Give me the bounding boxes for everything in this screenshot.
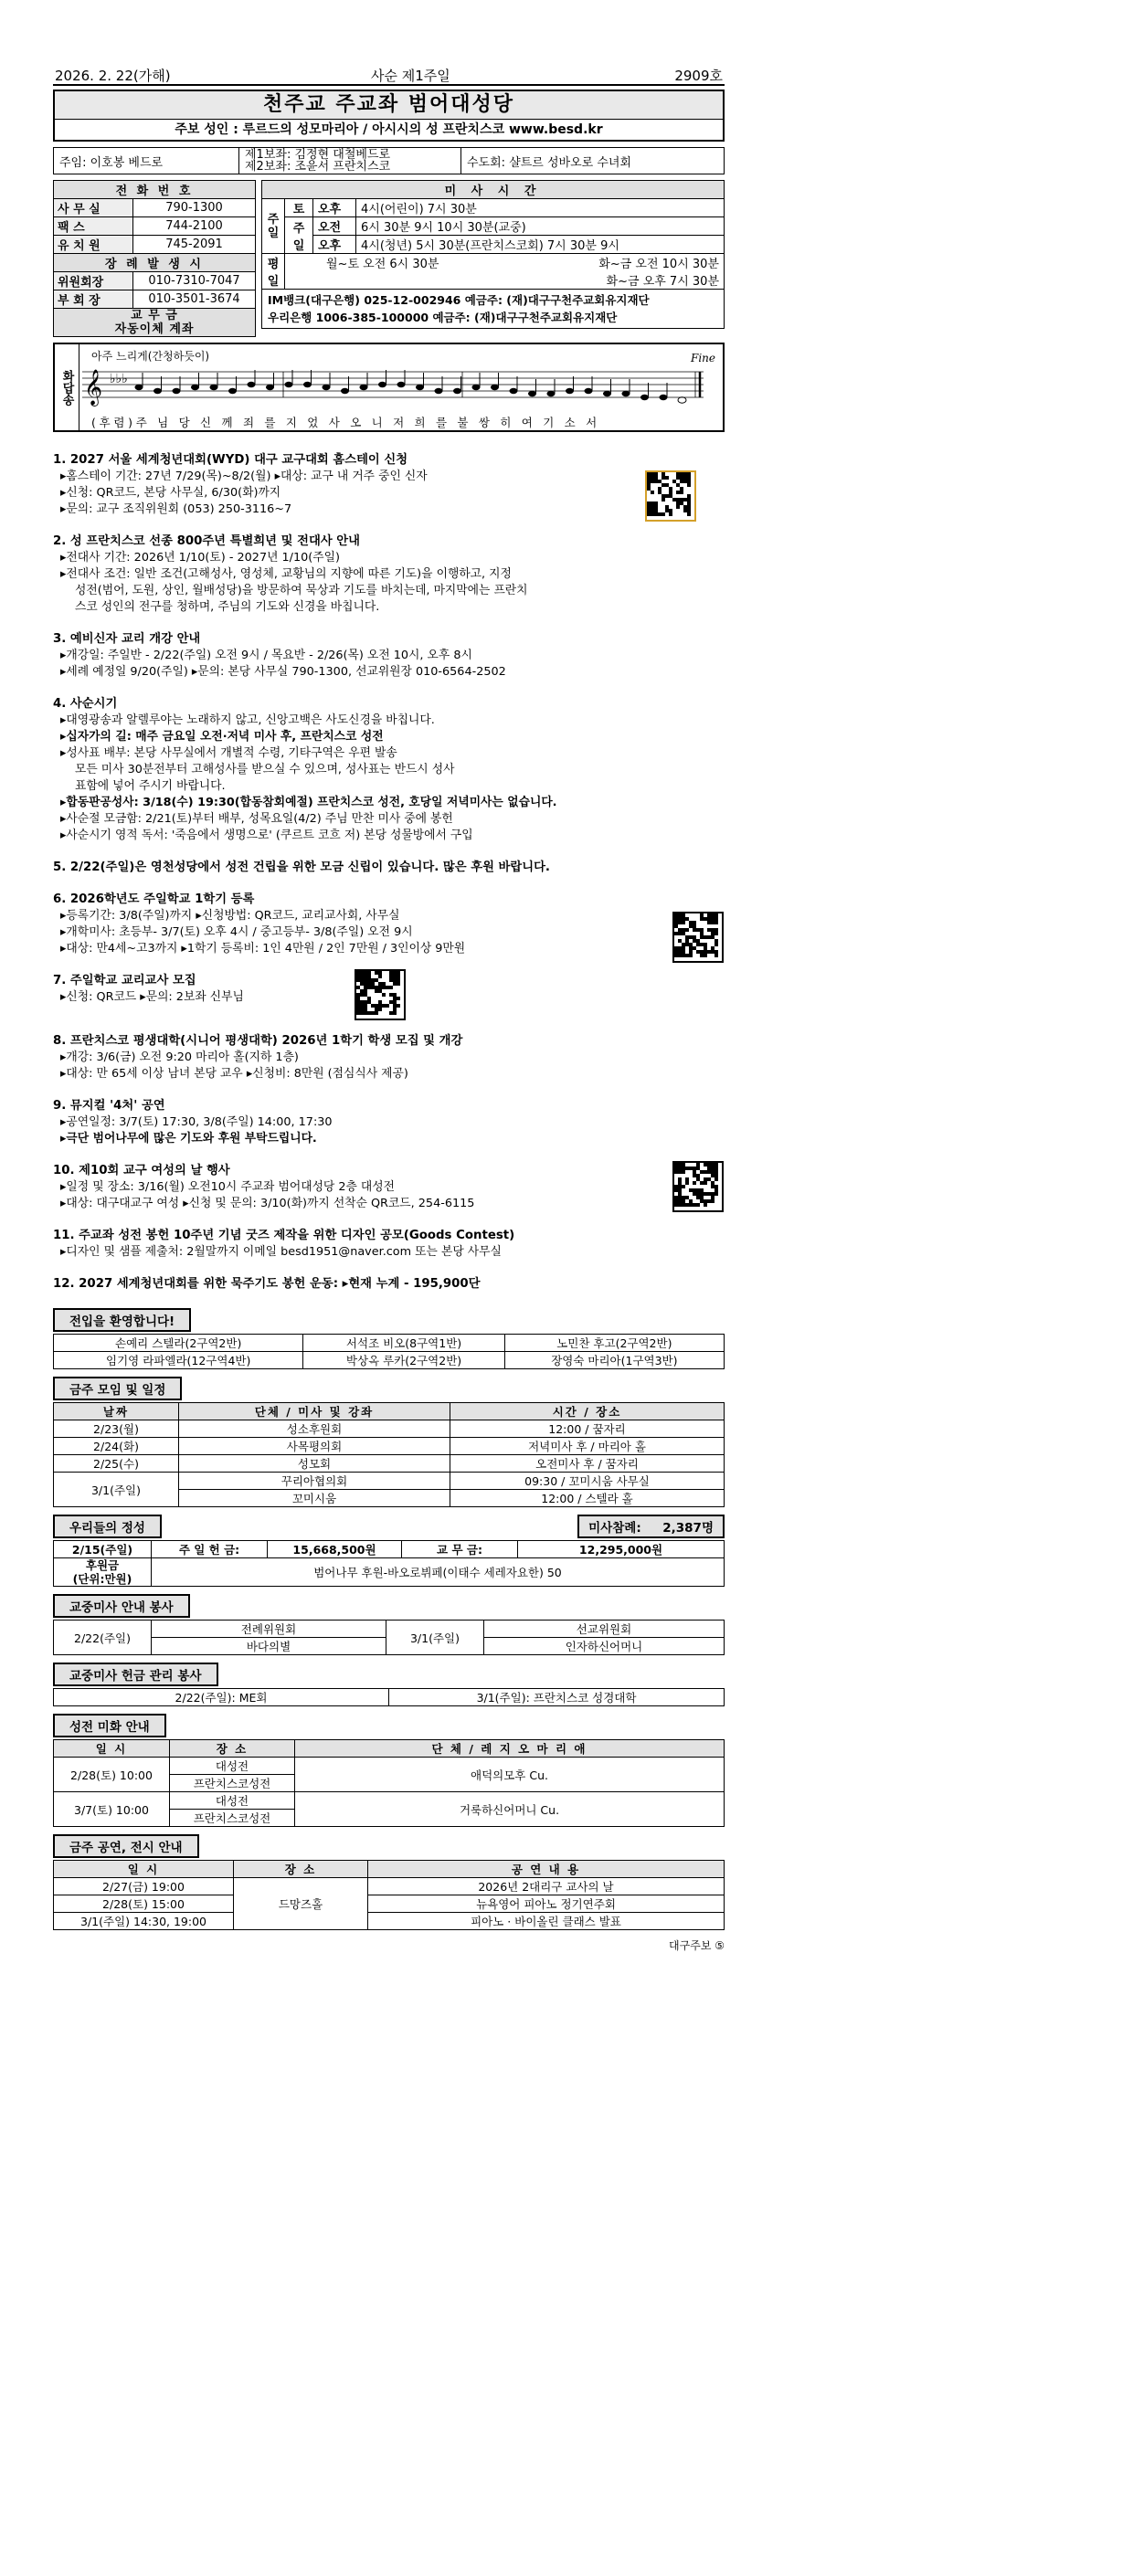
collection-section: [53, 1663, 725, 1706]
phone-label: 사 무 실: [54, 199, 133, 217]
news-item: [53, 892, 725, 957]
phone-header: 전 화 번 호: [54, 181, 256, 199]
phone-label: 팩 스: [54, 217, 133, 236]
music-note: [453, 388, 461, 394]
phone-number: 744-2100: [133, 217, 256, 236]
meeting-date: 2/23(월): [54, 1420, 179, 1438]
donation-subtitle: 자동이체 계좌: [114, 322, 195, 336]
news-line: ▸개학미사: 초등부- 3/7(토) 오후 4시 / 중고등부- 3/8(주일) 오전 9시: [60, 925, 413, 939]
support-label: 후원금: [85, 1558, 120, 1572]
welcome-title: 전입을 환영합니다!: [53, 1308, 191, 1332]
music-note: [303, 382, 312, 387]
event-title: 뉴욕영어 피아노 정기연주회: [368, 1895, 725, 1913]
news-heading: 10. 제10회 교구 여성의 날 행사: [53, 1164, 230, 1177]
column-header: 장 소: [234, 1861, 368, 1878]
meetings-table: [53, 1402, 725, 1507]
support-label-cell: [54, 1558, 152, 1587]
column-header: 일 시: [54, 1740, 170, 1758]
psalm-label: 화답송: [55, 344, 79, 430]
guide-group: 인자하신어머니: [484, 1638, 725, 1655]
music-note: [547, 391, 556, 396]
attendance-box: [577, 1515, 725, 1538]
mass-ampm: 오후: [313, 199, 356, 217]
news-heading: 5. 2/22(주일)은 영천성당에서 성전 건립을 위한 모금 신립이 있습니다. 많은 후원 바랍니다.: [53, 860, 550, 874]
phone-label: 유 치 원: [54, 236, 133, 254]
events-title: 금주 공연, 전시 안내: [53, 1834, 199, 1858]
collection-duty: 2/22(주일): ME회: [54, 1689, 389, 1706]
meeting-place: 오전미사 후 / 꿈자리: [450, 1455, 725, 1473]
support-unit: (단위:만원): [72, 1572, 132, 1586]
news-line: 모든 미사 30분전부터 고해성사를 받으실 수 있으며, 성사표는 반드시 성사: [75, 763, 455, 776]
vice-pastor-2: 제2보좌: 조윤서 프란치스코: [245, 160, 391, 174]
news-heading: 9. 뮤지컬 '4처' 공연: [53, 1099, 165, 1113]
collection-table: [53, 1688, 725, 1706]
news-item: [53, 533, 725, 616]
column-header: 단체 / 미사 및 강좌: [179, 1403, 450, 1420]
mass-schedule: [261, 180, 725, 337]
events-table: [53, 1860, 725, 1930]
fine-marking: Fine: [691, 352, 715, 364]
news-line: ▸전대사 조건: 일반 조건(고해성사, 영성체, 교황님의 지향에 따른 기도)을 이행하고, 지정: [60, 567, 512, 581]
tempo-marking: 아주 느리게(간청하듯이): [91, 350, 210, 363]
mass-guide-title: 교중미사 안내 봉사: [53, 1594, 190, 1618]
mass-guide-table: [53, 1620, 725, 1655]
news-line: ▸대상: 만 65세 이상 남녀 본당 교우 ▸신청비: 8만원 (점심식사 제공): [60, 1067, 408, 1081]
column-header: 일 시: [54, 1861, 234, 1878]
cleaning-group: 애덕의모후 Cu.: [295, 1758, 725, 1792]
music-note: [323, 385, 331, 390]
music-note: [435, 388, 443, 394]
news-line: ▸전대사 기간: 2026년 1/10(토) - 2027년 1/10(주일): [60, 551, 340, 565]
news-line: ▸사순절 모금함: 2/21(토)부터 배부, 성목요일(4/2) 주님 만찬 미사 중에 봉헌: [60, 812, 453, 826]
funeral-label: 부 회 장: [54, 290, 133, 309]
news-item: [53, 860, 725, 876]
guide-group: 선교위원회: [484, 1621, 725, 1638]
guide-date: 3/1(주일): [386, 1621, 484, 1655]
mass-times: 4시(청년) 5시 30분(프란치스코회) 7시 30분 9시: [356, 236, 725, 254]
music-note: [153, 388, 162, 394]
music-note: [566, 388, 574, 394]
meeting-date: 2/25(수): [54, 1455, 179, 1473]
column-header: 단 체 / 레 지 오 마 리 애: [295, 1740, 725, 1758]
donation-cell: [54, 309, 256, 337]
music-note: [173, 388, 181, 394]
meeting-group: 꼬미시움: [179, 1490, 450, 1507]
music-note: [135, 385, 143, 390]
weekday-pm: 화~금 오후 7시 30분: [606, 275, 719, 289]
news-item: [53, 973, 725, 1006]
event-date: 3/1(주일) 14:30, 19:00: [54, 1913, 234, 1930]
bank-accounts: [261, 290, 725, 329]
cleaning-place: 프란치스코성전: [170, 1775, 295, 1792]
news-item: [53, 1098, 725, 1147]
music-note: [210, 385, 218, 390]
new-member: 장영숙 마리아(1구역3반): [504, 1352, 724, 1369]
news-heading: 3. 예비신자 교리 개강 안내: [53, 632, 201, 646]
events-section: [53, 1834, 725, 1930]
column-header: 날짜: [54, 1403, 179, 1420]
event-date: 2/28(토) 15:00: [54, 1895, 234, 1913]
news-line: ▸신청: QR코드 ▸문의: 2보좌 신부님: [60, 990, 244, 1004]
cleaning-date: 2/28(토) 10:00: [54, 1758, 170, 1792]
meeting-group: 꾸리아협의회: [179, 1473, 450, 1490]
music-note: [266, 385, 274, 390]
meeting-place: 12:00 / 스텔라 홀: [450, 1490, 725, 1507]
phone-number: 745-2091: [133, 236, 256, 254]
news-heading: 6. 2026학년도 주일학교 1학기 등록: [53, 892, 255, 906]
cleaning-section: [53, 1714, 725, 1827]
qr-code-icon[interactable]: [645, 470, 696, 522]
meeting-place: 저녁미사 후 / 마리아 홀: [450, 1438, 725, 1455]
news-item: [53, 1163, 725, 1212]
cleaning-table: [53, 1739, 725, 1827]
collection-duty: 3/1(주일): 프란치스코 성경대학: [389, 1689, 725, 1706]
music-note: [191, 385, 199, 390]
support-detail: 범어나무 후원-바오로뷔페(이태수 세레자요한) 50: [152, 1558, 725, 1587]
news-heading: 2. 성 프란치스코 선종 800주년 특별희년 및 전대사 안내: [53, 534, 360, 548]
cleaning-place: 프란치스코성전: [170, 1810, 295, 1827]
music-note: [360, 385, 368, 390]
news-line: ▸대상: 대구대교구 여성 ▸신청 및 문의: 3/10(화)까지 선착순 QR코드, 254-6115: [60, 1197, 475, 1210]
music-note: [378, 382, 386, 387]
meeting-group: 성소후원회: [179, 1420, 450, 1438]
clergy-row: [53, 147, 725, 174]
svg-text:𝄞: 𝄞: [84, 369, 103, 406]
funeral-header: 장 례 발 생 시: [54, 254, 256, 272]
info-block: [53, 180, 725, 337]
column-header: 시간 / 장소: [450, 1403, 725, 1420]
music-note: [285, 382, 293, 387]
qr-code-icon[interactable]: [672, 1161, 724, 1212]
event-title: 피아노 · 바이올린 클래스 발표: [368, 1913, 725, 1930]
vice-pastor-1: 제1보좌: 김정현 대철베드로: [245, 148, 391, 162]
meetings-title: 금주 모임 및 일정: [53, 1377, 182, 1400]
guide-group: 전례위원회: [152, 1621, 386, 1638]
news-line: 스코 성인의 전구를 청하며, 주님의 기도와 신경을 바칩니다.: [75, 600, 380, 614]
music-note: [585, 388, 593, 394]
news-line: ▸신청: QR코드, 본당 사무실, 6/30(화)까지: [60, 486, 281, 500]
welcome-section: [53, 1308, 725, 1369]
news-heading: 4. 사순시기: [53, 697, 118, 711]
bank-line-2: 우리은행 1006-385-100000 예금주: (재)대구구천주교회유지재단: [268, 311, 618, 324]
patron-saints: 주보 성인 : 루르드의 성모마리아 / 아시시의 성 프란치스코 www.besd.kr: [175, 122, 603, 137]
news-item: [53, 631, 725, 681]
news-line: ▸사순시기 영적 독서: '죽음에서 생명으로' (쿠르트 코흐 저) 본당 성물방에서 구입: [60, 829, 473, 842]
music-note: [528, 391, 536, 396]
news-item: [53, 1033, 725, 1082]
new-member: 노민찬 후고(2구역2반): [504, 1335, 724, 1352]
news-heading: 11. 주교좌 성전 봉헌 10주년 기념 굿즈 제작을 위한 디자인 공모(Goods Contest): [53, 1229, 515, 1242]
news-item: [53, 452, 725, 518]
offering-date: 2/15(주일): [54, 1541, 152, 1558]
sunday-offering-amount: 15,668,500원: [268, 1541, 402, 1558]
funeral-label: 위원회장: [54, 272, 133, 290]
news-line: ▸공연일정: 3/7(토) 17:30, 3/8(주일) 14:00, 17:30: [60, 1115, 333, 1129]
news-heading: 12. 2027 세계청년대회를 위한 묵주기도 봉헌 운동: ▸현재 누계 - 195,900단: [53, 1277, 481, 1291]
sunday-offering-label: 주 일 헌 금:: [152, 1541, 268, 1558]
mass-day: 토: [285, 199, 313, 217]
new-member: 임기영 라파엘라(12구역4반): [54, 1352, 303, 1369]
news-heading: 1. 2027 서울 세계청년대회(WYD) 대구 교구대회 홈스테이 신청: [53, 453, 408, 467]
news-line: ▸디자인 및 샘플 제출처: 2월말까지 이메일 besd1951@naver.com 또는 본당 사무실: [60, 1245, 502, 1259]
news-line: ▸개강: 3/6(금) 오전 9:20 마리아 홀(지하 1층): [60, 1050, 299, 1064]
qr-code-icon[interactable]: [355, 969, 406, 1020]
mass-header: 미 사 시 간: [262, 181, 725, 199]
donation-title: 교 무 금: [131, 309, 178, 322]
meeting-date: 3/1(주일): [54, 1473, 179, 1507]
mass-ampm: 오후: [313, 236, 356, 254]
news-line: ▸십자가의 길: 매주 금요일 오전·저녁 미사 후, 프란치스코 성전: [60, 730, 384, 744]
sunday-label: 주일: [262, 199, 285, 254]
news-line: 성전(범어, 도원, 상인, 월배성당)을 방문하여 묵상과 기도를 바치는데, 마지막에는 프란치: [75, 584, 528, 597]
news-line: ▸대영광송과 알렐루야는 노래하지 않고, 신앙고백은 사도신경을 바칩니다.: [60, 713, 435, 727]
news-line: ▸등록기간: 3/8(주일)까지 ▸신청방법: QR코드, 교리교사회, 사무실: [60, 909, 400, 923]
weekday-am: 화~금 오전 10시 30분: [598, 258, 719, 271]
music-note: [341, 388, 349, 394]
offering-title: 우리들의 정성: [53, 1515, 162, 1538]
column-header: 공 연 내 용: [368, 1861, 725, 1878]
religious-order: 수도회: 샬트르 성바오로 수녀회: [467, 155, 632, 170]
meetings-section: [53, 1377, 725, 1507]
news-line: ▸합동판공성사: 3/18(수) 19:30(합동참회예절) 프란치스코 성전, 호당일 저녁미사는 없습니다.: [60, 796, 557, 809]
news-line: ▸대상: 만4세~고3까지 ▸1학기 등록비: 1인 4만원 / 2인 7만원 / 3인이상 9만원: [60, 942, 466, 955]
funeral-phone: 010-3501-3674: [133, 290, 256, 309]
dues-amount: 12,295,000원: [518, 1541, 725, 1558]
music-note: [416, 385, 424, 390]
news-line: ▸극단 범어나무에 많은 기도와 후원 부탁드립니다.: [60, 1132, 317, 1145]
event-date: 2/27(금) 19:00: [54, 1878, 234, 1895]
mass-table: [261, 180, 725, 290]
cleaning-place: 대성전: [170, 1792, 295, 1810]
psalm-lyrics: (후렴)주 님 당 신 께 죄 를 지 었 사 오 니 저 희 를 불 쌍 히 여 기 소 서: [91, 416, 600, 429]
weekday-label: 평일: [262, 254, 285, 290]
news-line: ▸개강일: 주일반 - 2/22(주일) 오전 9시 / 목요반 - 2/26(목) 오전 10시, 오후 8시: [60, 649, 472, 662]
music-note: [491, 385, 499, 390]
mass-day: 주일: [285, 217, 313, 254]
new-member: 손예리 스텔라(2구역2반): [54, 1335, 303, 1352]
pastor: 주임: 이호봉 베드로: [54, 148, 239, 174]
assistant-priests: [239, 148, 461, 174]
event-place: 드망즈홀: [234, 1878, 368, 1930]
weekday-morning: 월~토 오전 6시 30분: [326, 258, 439, 271]
news-line: 표함에 넣어 주시기 바랍니다.: [75, 779, 226, 793]
music-note: [660, 395, 668, 400]
cleaning-place: 대성전: [170, 1758, 295, 1775]
guide-group: 바다의별: [152, 1638, 386, 1655]
news-item: [53, 1276, 725, 1293]
news-line: ▸홈스테이 기간: 27년 7/29(목)~8/2(월) ▸대상: 교구 내 거주 중인 신자: [60, 470, 428, 483]
liturgical-week: 사순 제1주일: [371, 68, 450, 84]
new-member: 박상옥 루카(2구역2반): [303, 1352, 504, 1369]
news-heading: 8. 프란치스코 평생대학(시니어 평생대학) 2026년 1학기 학생 모집 및 개강: [53, 1034, 463, 1048]
music-note: [397, 382, 406, 387]
bank-line-1: IM뱅크(대구은행) 025-12-002946 예금주: (재)대구구천주교회유지재단: [268, 293, 650, 307]
music-note: [472, 385, 481, 390]
music-note: [603, 391, 611, 396]
dues-label: 교 무 금:: [402, 1541, 518, 1558]
music-note: [622, 391, 630, 396]
church-name: 천주교 주교좌 범어대성당: [55, 91, 723, 120]
news-item: [53, 696, 725, 844]
meeting-place: 09:30 / 꼬미시움 사무실: [450, 1473, 725, 1490]
bulletin-date: 2026. 2. 22(가해): [55, 68, 171, 84]
qr-code-icon[interactable]: [672, 912, 724, 963]
attendance-count: 2,387명: [662, 1521, 714, 1536]
news-line: ▸성사표 배부: 본당 사무실에서 개별적 수령, 기타구역은 우편 발송: [60, 746, 397, 760]
psalm-response: [53, 343, 725, 432]
mass-times: 6시 30분 9시 10시 30분(교중): [356, 217, 725, 236]
music-staff: [82, 363, 717, 414]
event-title: 2026년 2대리구 교사의 날: [368, 1878, 725, 1895]
mass-guide-section: [53, 1594, 725, 1655]
cleaning-date: 3/7(토) 10:00: [54, 1792, 170, 1827]
title-box: [53, 90, 725, 142]
phone-table: [53, 180, 256, 337]
cleaning-group: 거룩하신어머니 Cu.: [295, 1792, 725, 1827]
column-header: 장 소: [170, 1740, 295, 1758]
news-line: ▸문의: 교구 조직위원회 (053) 250-3116~7: [60, 502, 292, 516]
offering-table: [53, 1540, 725, 1587]
guide-date: 2/22(주일): [54, 1621, 152, 1655]
weekday-cell: [285, 254, 725, 290]
music-note: [510, 388, 518, 394]
meeting-group: 성모회: [179, 1455, 450, 1473]
svg-text:♭♭♭: ♭♭♭: [110, 372, 128, 386]
meeting-group: 사목평의회: [179, 1438, 450, 1455]
meeting-place: 12:00 / 꿈자리: [450, 1420, 725, 1438]
attendance-label: 미사참례:: [588, 1521, 641, 1536]
welcome-table: [53, 1334, 725, 1369]
funeral-phone: 010-7310-7047: [133, 272, 256, 290]
mass-times: 4시(어린이) 7시 30분: [356, 199, 725, 217]
news-line: ▸일정 및 장소: 3/16(월) 오전10시 주교좌 범어대성당 2층 대성전: [60, 1180, 396, 1194]
music-note: [640, 395, 649, 400]
cleaning-title: 성전 미화 안내: [53, 1714, 166, 1737]
news-heading: 7. 주일학교 교리교사 모집: [53, 974, 196, 987]
footer-page-number: 대구주보 ⑤: [669, 1939, 725, 1952]
new-member: 서석조 비오(8구역1반): [303, 1335, 504, 1352]
music-note: [248, 382, 256, 387]
offering-section: [53, 1515, 725, 1587]
phone-number: 790-1300: [133, 199, 256, 217]
news-list: [53, 452, 725, 1293]
news-item: [53, 1228, 725, 1261]
meeting-date: 2/24(화): [54, 1438, 179, 1455]
news-line: ▸세례 예정일 9/20(주일) ▸문의: 본당 사무실 790-1300, 선교위원장 010-6564-2502: [60, 665, 506, 679]
music-note: [678, 397, 686, 403]
mass-ampm: 오전: [313, 217, 356, 236]
issue-number: 2909호: [674, 68, 723, 84]
music-note: [228, 388, 237, 394]
collection-title: 교중미사 헌금 관리 봉사: [53, 1663, 218, 1686]
header-line: [53, 60, 725, 86]
